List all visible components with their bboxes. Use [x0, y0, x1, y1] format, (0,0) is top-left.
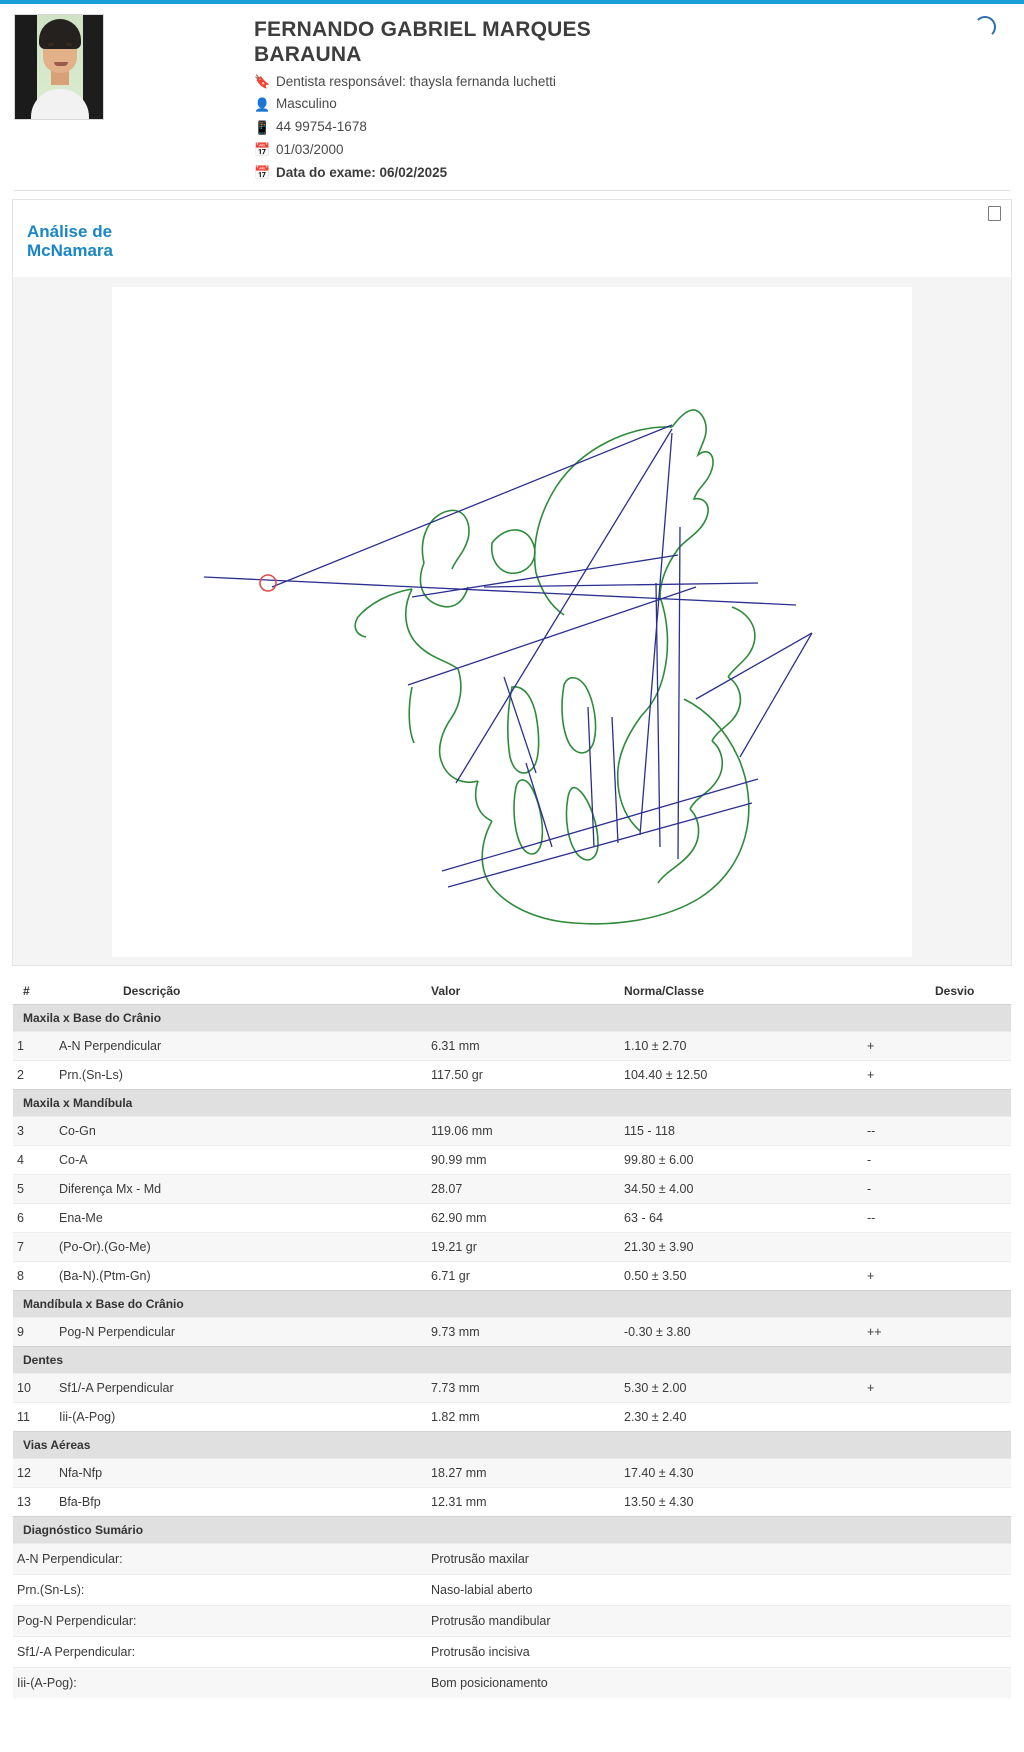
table-group-header [13, 1291, 1011, 1318]
row-number: 3 [13, 1117, 55, 1146]
row-description: Bfa-Bfp [55, 1488, 427, 1517]
spinner-icon [974, 16, 996, 38]
table-row [13, 1403, 1011, 1432]
row-value: 1.82 mm [427, 1403, 620, 1432]
row-value: 7.73 mm [427, 1374, 620, 1403]
row-deviation: - [863, 1175, 1011, 1204]
row-description: Iii-(A-Pog) [55, 1403, 427, 1432]
cephalometric-tracing[interactable] [112, 287, 912, 957]
row-norm: 1.10 ± 2.70 [620, 1032, 863, 1061]
col-norm: Norma/Classe [624, 984, 705, 998]
patient-header [0, 4, 1024, 188]
diagnosis-item-value: Protrusão maxilar [427, 1544, 1011, 1575]
diagnosis-row [13, 1544, 1011, 1575]
table-group-header [13, 1347, 1011, 1374]
row-number: 2 [13, 1061, 55, 1090]
row-value: 90.99 mm [427, 1146, 620, 1175]
group-label: Maxila x Base do Crânio [13, 1005, 1011, 1032]
row-deviation: -- [863, 1204, 1011, 1233]
diagnosis-label: Diagnóstico Sumário [13, 1517, 1011, 1544]
row-description: Sf1/-A Perpendicular [55, 1374, 427, 1403]
table-row [13, 1204, 1011, 1233]
row-number: 6 [13, 1204, 55, 1233]
row-norm: 2.30 ± 2.40 [620, 1403, 863, 1432]
gender-label: Masculino [276, 96, 337, 112]
group-label: Vias Aéreas [13, 1432, 1011, 1459]
dentist-line [254, 74, 674, 91]
diagnosis-item-label: Sf1/-A Perpendicular: [13, 1637, 427, 1668]
row-norm: 13.50 ± 4.30 [620, 1488, 863, 1517]
row-number: 1 [13, 1032, 55, 1061]
page-title: FERNANDO GABRIEL MARQUES BARAUNA [254, 18, 591, 66]
row-description: Diferença Mx - Md [55, 1175, 427, 1204]
person-icon: 👤 [254, 96, 271, 112]
table-header-row [13, 978, 1011, 1005]
phone-icon: 📱 [254, 119, 271, 135]
dentist-label: Dentista responsável: thaysla fernanda luchetti [276, 73, 556, 89]
row-deviation [863, 1459, 1011, 1488]
row-deviation: + [863, 1061, 1011, 1090]
diagnosis-row [13, 1606, 1011, 1637]
diagnosis-item-value: Naso-labial aberto [427, 1575, 1011, 1606]
diagnosis-item-value: Protrusão mandibular [427, 1606, 1011, 1637]
row-norm: 115 - 118 [620, 1117, 863, 1146]
row-description: Ena-Me [55, 1204, 427, 1233]
row-description: (Ba-N).(Ptm-Gn) [55, 1262, 427, 1291]
row-norm: 34.50 ± 4.00 [620, 1175, 863, 1204]
row-number: 12 [13, 1459, 55, 1488]
diagnosis-item-value: Protrusão incisiva [427, 1637, 1011, 1668]
row-deviation: + [863, 1374, 1011, 1403]
table-row [13, 1318, 1011, 1347]
row-deviation: ++ [863, 1318, 1011, 1347]
table-row [13, 1117, 1011, 1146]
row-deviation: -- [863, 1117, 1011, 1146]
row-value: 6.71 gr [427, 1262, 620, 1291]
col-number: # [23, 984, 30, 998]
header-divider [14, 190, 1010, 191]
group-label: Mandíbula x Base do Crânio [13, 1291, 1011, 1318]
page-bottom-spacer [0, 1698, 1024, 1722]
row-description: A-N Perpendicular [55, 1032, 427, 1061]
row-number: 11 [13, 1403, 55, 1432]
row-number: 5 [13, 1175, 55, 1204]
row-norm: -0.30 ± 3.80 [620, 1318, 863, 1347]
row-deviation: + [863, 1032, 1011, 1061]
row-norm: 5.30 ± 2.00 [620, 1374, 863, 1403]
diagnosis-item-value: Bom posicionamento [427, 1668, 1011, 1699]
note-icon[interactable] [988, 206, 1001, 221]
row-deviation [863, 1488, 1011, 1517]
row-deviation [863, 1233, 1011, 1262]
group-label: Maxila x Mandíbula [13, 1090, 1011, 1117]
phone-line [254, 119, 674, 136]
row-description: Nfa-Nfp [55, 1459, 427, 1488]
row-description: Co-Gn [55, 1117, 427, 1146]
row-value: 117.50 gr [427, 1061, 620, 1090]
row-number: 7 [13, 1233, 55, 1262]
row-deviation: + [863, 1262, 1011, 1291]
row-number: 8 [13, 1262, 55, 1291]
reference-point-marker [260, 575, 276, 591]
table-head [13, 978, 1011, 1005]
card-toolbar [13, 200, 1011, 222]
row-description: Co-A [55, 1146, 427, 1175]
birthdate-line [254, 142, 674, 159]
row-deviation: - [863, 1146, 1011, 1175]
diagnosis-item-label: Pog-N Perpendicular: [13, 1606, 427, 1637]
diagnosis-item-label: Iii-(A-Pog): [13, 1668, 427, 1699]
table-body [13, 1005, 1011, 1699]
calendar-icon: 📅 [254, 165, 271, 181]
diagnosis-header [13, 1517, 1011, 1544]
phone-label: 44 99754-1678 [276, 119, 367, 135]
row-value: 9.73 mm [427, 1318, 620, 1347]
table-row [13, 1233, 1011, 1262]
bookmark-icon: 🔖 [254, 73, 271, 89]
row-value: 19.21 gr [427, 1233, 620, 1262]
col-deviation: Desvio [935, 984, 975, 998]
row-norm: 63 - 64 [620, 1204, 863, 1233]
row-norm: 99.80 ± 6.00 [620, 1146, 863, 1175]
row-value: 62.90 mm [427, 1204, 620, 1233]
table-row [13, 1262, 1011, 1291]
row-number: 4 [13, 1146, 55, 1175]
row-norm: 0.50 ± 3.50 [620, 1262, 863, 1291]
row-norm: 21.30 ± 3.90 [620, 1233, 863, 1262]
row-number: 13 [13, 1488, 55, 1517]
table-row [13, 1459, 1011, 1488]
gender-line [254, 96, 674, 113]
patient-photo [14, 14, 104, 120]
tracing-container [13, 277, 1011, 965]
row-value: 6.31 mm [427, 1032, 620, 1061]
exam-date-line [254, 165, 674, 182]
exam-date-label: Data do exame: 06/02/2025 [276, 165, 448, 181]
col-description: Descrição [123, 984, 181, 998]
diagnosis-row [13, 1575, 1011, 1606]
table-row [13, 1374, 1011, 1403]
diagnosis-row [13, 1668, 1011, 1699]
row-value: 18.27 mm [427, 1459, 620, 1488]
row-description: Pog-N Perpendicular [55, 1318, 427, 1347]
calendar-icon: 📅 [254, 142, 271, 158]
table-row [13, 1032, 1011, 1061]
row-description: Prn.(Sn-Ls) [55, 1061, 427, 1090]
col-value: Valor [431, 984, 461, 998]
patient-info [254, 14, 674, 182]
table-group-header [13, 1005, 1011, 1032]
row-number: 10 [13, 1374, 55, 1403]
row-value: 28.07 [427, 1175, 620, 1204]
table-row [13, 1175, 1011, 1204]
analysis-title: Análise de McNamara [27, 221, 113, 261]
diagnosis-row [13, 1637, 1011, 1668]
row-deviation [863, 1403, 1011, 1432]
birthdate-label: 01/03/2000 [276, 142, 344, 158]
row-norm: 104.40 ± 12.50 [620, 1061, 863, 1090]
row-number: 9 [13, 1318, 55, 1347]
row-description: (Po-Or).(Go-Me) [55, 1233, 427, 1262]
analysis-card [12, 199, 1012, 966]
table-row [13, 1146, 1011, 1175]
table-group-header [13, 1090, 1011, 1117]
diagnosis-item-label: Prn.(Sn-Ls): [13, 1575, 427, 1606]
table-group-header [13, 1432, 1011, 1459]
group-label: Dentes [13, 1347, 1011, 1374]
diagnosis-item-label: A-N Perpendicular: [13, 1544, 427, 1575]
results-table [13, 978, 1011, 1698]
row-value: 12.31 mm [427, 1488, 620, 1517]
row-value: 119.06 mm [427, 1117, 620, 1146]
table-row [13, 1488, 1011, 1517]
row-norm: 17.40 ± 4.30 [620, 1459, 863, 1488]
table-row [13, 1061, 1011, 1090]
